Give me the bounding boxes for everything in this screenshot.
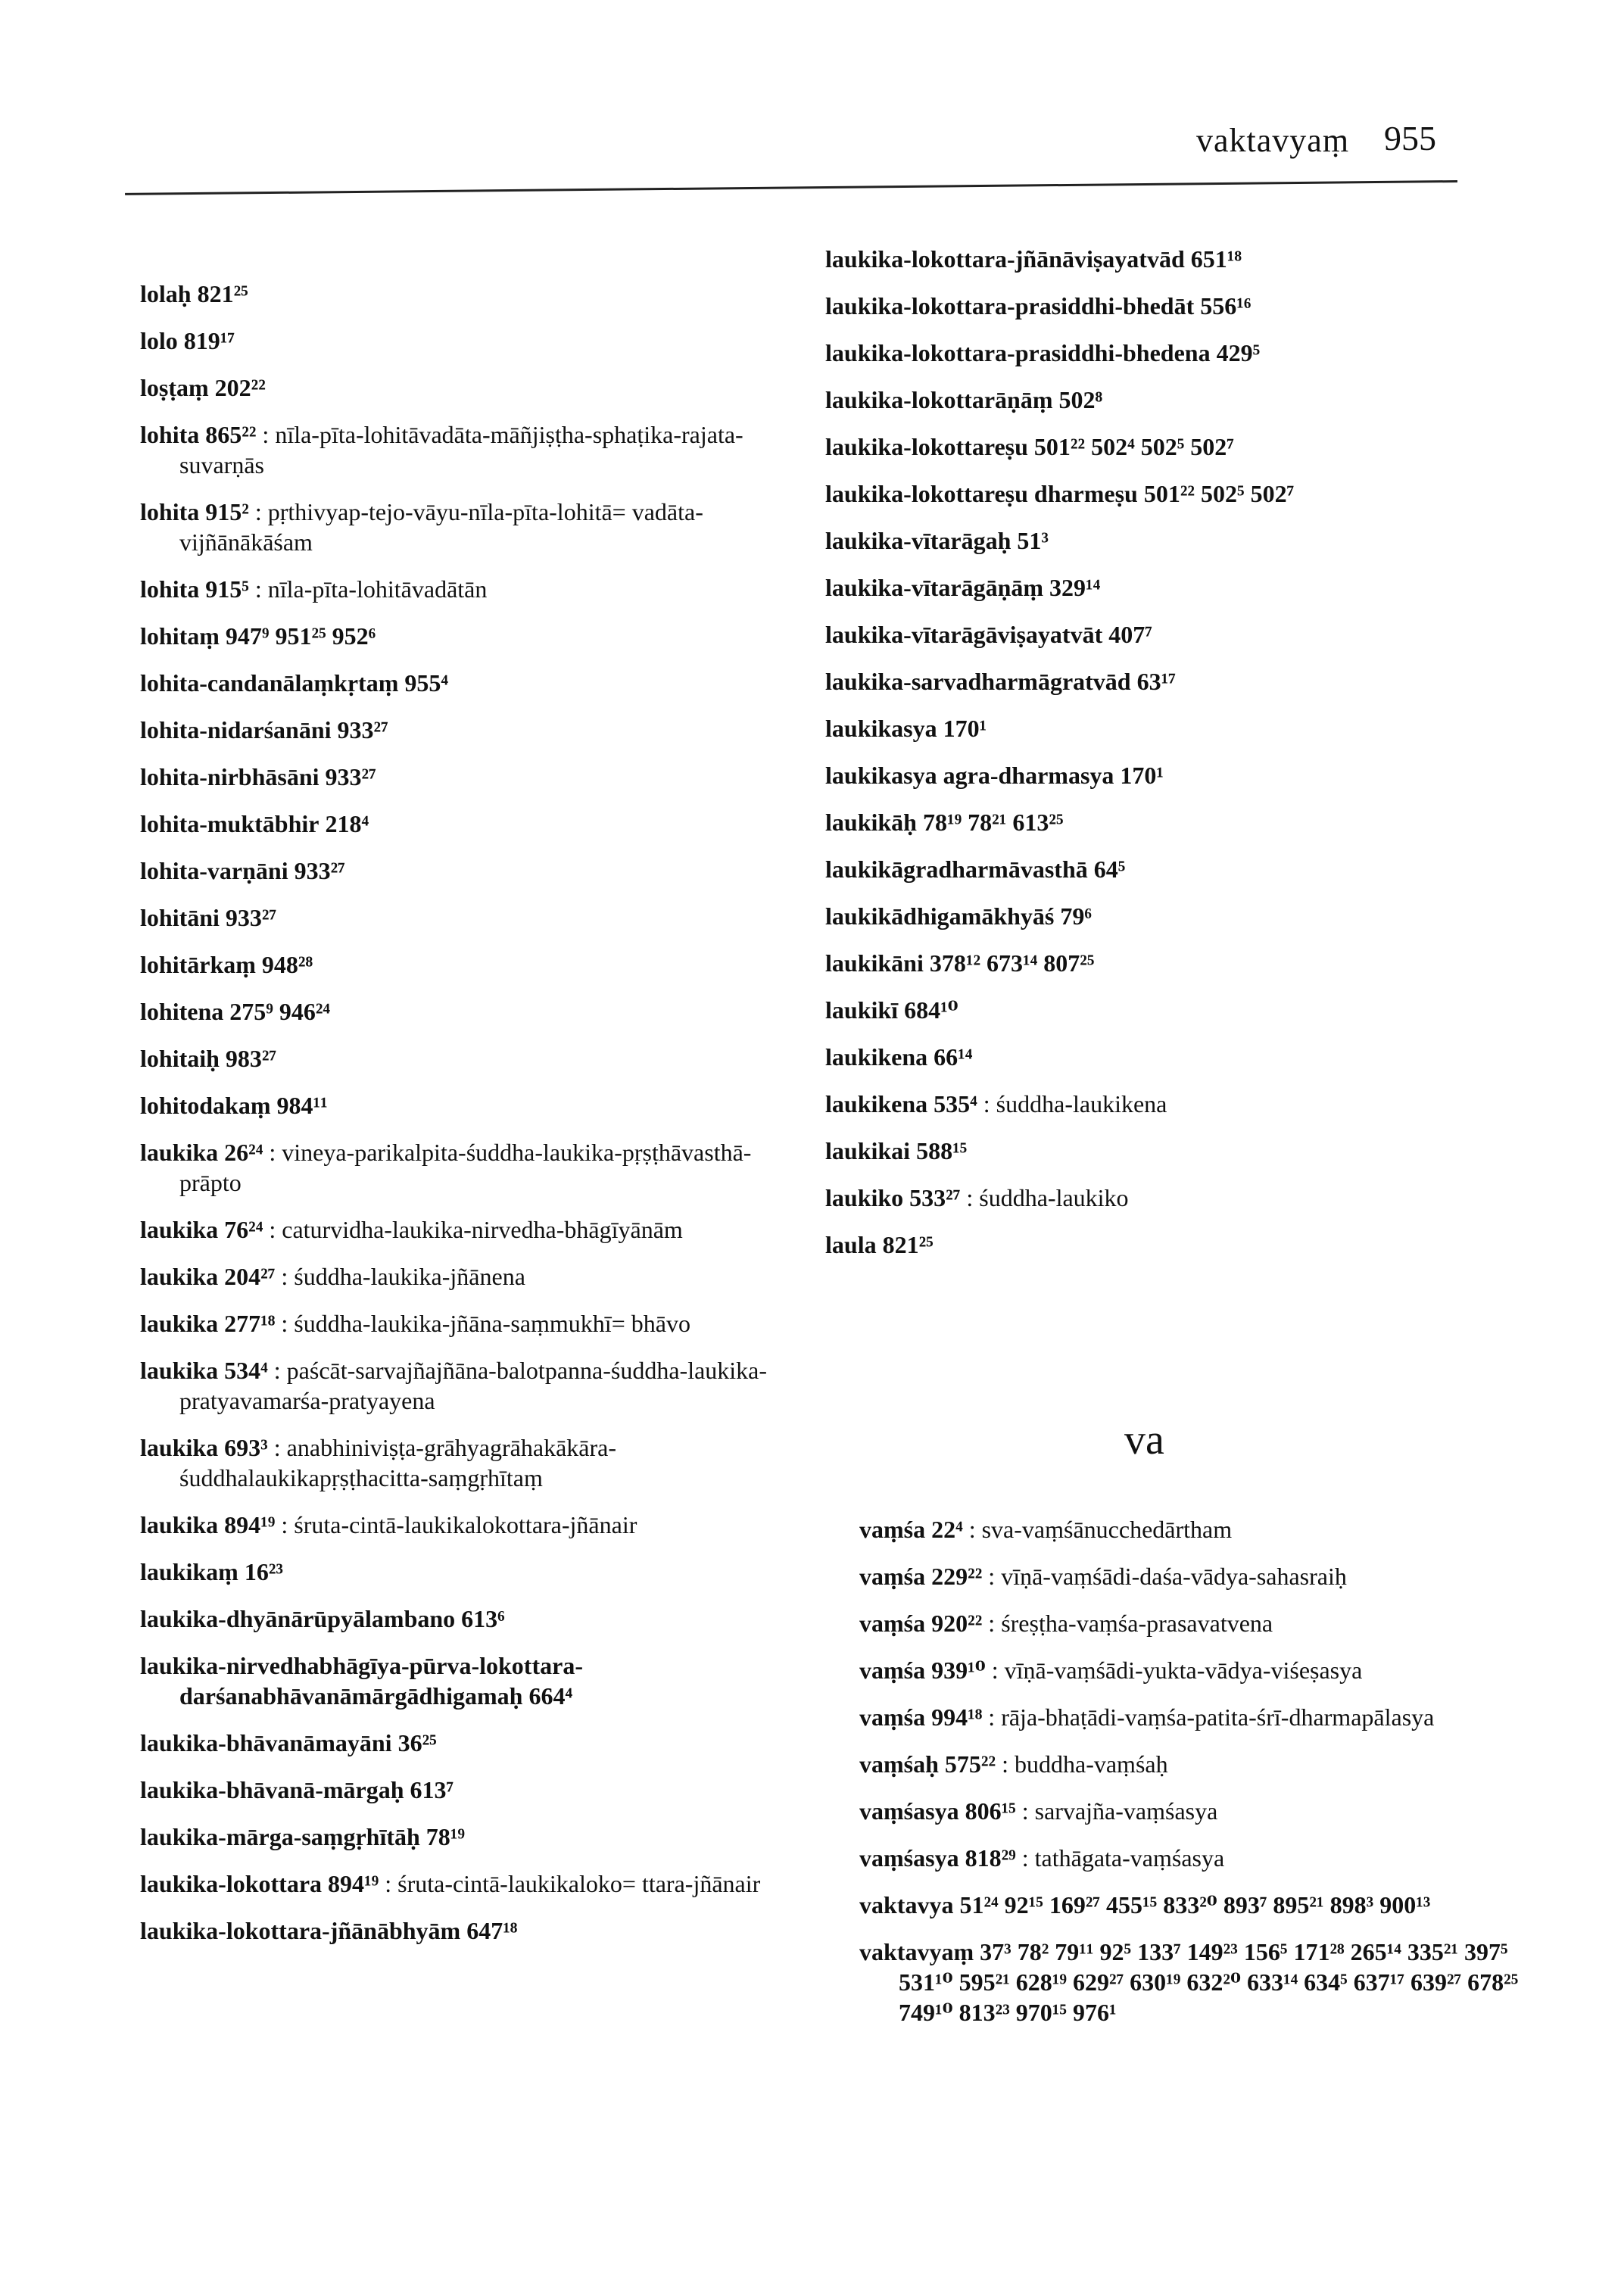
index-entry <box>859 1937 1526 2028</box>
entry-references: 613⁷ <box>410 1776 454 1803</box>
index-entry <box>825 666 1492 697</box>
entry-headword: lohita <box>140 421 200 448</box>
entry-gloss: : anabhiniviṣṭa-grāhyagrāhakākāra-śuddhalaukikapṛṣṭhacitta-saṃgṛhītaṃ <box>179 1434 616 1491</box>
index-entry <box>859 1702 1526 1732</box>
entry-references: 984¹¹ <box>276 1092 328 1119</box>
entry-headword: lohita-varṇāni <box>140 857 288 884</box>
entry-headword: vaktavya <box>859 1891 954 1918</box>
entry-references: 651¹⁸ <box>1190 245 1242 273</box>
index-entry <box>825 291 1492 321</box>
entry-headword: vaṃśa <box>859 1610 926 1637</box>
entry-references: 915² <box>205 498 249 525</box>
entry-references: 693³ <box>224 1434 268 1461</box>
entry-gloss: : tathāgata-vaṃśasya <box>1021 1844 1225 1872</box>
entry-headword: laukika-lokottara-prasiddhi-bhedena <box>825 339 1211 366</box>
entry-headword: laukika <box>140 1511 219 1538</box>
entry-references: 22⁴ <box>931 1516 963 1543</box>
index-entry <box>140 996 806 1027</box>
page-header <box>0 0 1624 204</box>
entry-references: 26²⁴ <box>224 1139 263 1166</box>
entry-references: 933²⁷ <box>294 857 345 884</box>
entry-references: 63¹⁷ <box>1136 668 1176 695</box>
entry-references: 948²⁸ <box>261 951 313 978</box>
index-entry <box>825 1089 1492 1119</box>
index-entry <box>825 338 1492 368</box>
entry-headword: vaktavyaṃ <box>859 1938 974 1965</box>
index-entry <box>859 1796 1526 1826</box>
entry-references: 894¹⁹ <box>224 1511 276 1538</box>
entry-headword: laukika <box>140 1357 219 1384</box>
index-entry <box>859 1890 1526 1920</box>
index-entry <box>140 372 806 403</box>
page-number: 955 <box>1384 119 1436 157</box>
entry-headword: vaṃśasya <box>859 1844 959 1872</box>
entry-headword: laukika-lokottara-jñānāviṣayatvād <box>825 245 1185 273</box>
index-entry <box>140 1043 806 1074</box>
index-entry <box>825 619 1492 650</box>
entry-gloss: : śuddha-laukika-jñāna-saṃmukhī= bhāvo <box>281 1310 690 1337</box>
entry-headword: laukika <box>140 1263 219 1290</box>
entry-headword: laukika <box>140 1216 219 1243</box>
entry-references: 939¹⁰ <box>931 1657 986 1684</box>
entry-gloss: : śreṣṭha-vaṃśa-prasavatvena <box>988 1610 1273 1637</box>
entry-headword: lohita-nirbhāsāni <box>140 763 320 790</box>
entry-headword: laukikena <box>825 1043 928 1071</box>
entry-headword: laukikasya <box>825 715 937 742</box>
entry-headword: lohita-candanālaṃkṛtaṃ <box>140 669 399 697</box>
index-entry <box>140 809 806 839</box>
entry-headword: laukikī <box>825 996 899 1024</box>
entry-references: 277¹⁸ <box>224 1310 276 1337</box>
index-entry <box>140 902 806 933</box>
index-entry <box>140 1604 806 1634</box>
entry-gloss: : śruta-cintā-laukikaloko= ttara-jñānair <box>385 1870 761 1897</box>
index-entry <box>825 572 1492 603</box>
entry-headword: laukika <box>140 1434 219 1461</box>
entry-references: 329¹⁴ <box>1049 574 1101 601</box>
entry-headword: laukika-lokottara-jñānābhyām <box>140 1917 461 1944</box>
entry-references: 684¹⁰ <box>904 996 959 1024</box>
index-entry <box>825 244 1492 274</box>
entry-references: 429⁵ <box>1216 339 1261 366</box>
index-entry <box>140 762 806 792</box>
entry-headword: vaṃśa <box>859 1703 926 1731</box>
entry-gloss: : vīṇā-vaṃśādi-yukta-vādya-viśeṣasya <box>991 1657 1363 1684</box>
entry-references: 821²⁵ <box>197 280 248 307</box>
right-column <box>825 244 1492 1276</box>
index-entry <box>859 1514 1526 1544</box>
entry-headword: laukika-bhāvanāmayāni <box>140 1729 392 1756</box>
index-entry <box>140 1775 806 1805</box>
entry-references: 170¹ <box>943 715 987 742</box>
entry-gloss: : buddha-vaṃśaḥ <box>1002 1750 1168 1778</box>
entry-references: 933²⁷ <box>337 716 388 743</box>
entry-headword: vaṃśa <box>859 1516 926 1543</box>
entry-references: 202²² <box>214 374 266 401</box>
entry-headword: laukiko <box>825 1184 904 1211</box>
entry-references: 275⁹ 946²⁴ <box>229 998 331 1025</box>
entry-headword: laukika-mārga-saṃgṛhītāḥ <box>140 1823 420 1850</box>
entry-headword: laukika-vītarāgaḥ <box>825 527 1011 554</box>
entry-headword: lohitena <box>140 998 224 1025</box>
entry-references: 79⁶ <box>1060 902 1092 930</box>
index-entry <box>825 948 1492 978</box>
entry-headword: laukikāgradharmāvasthā <box>825 856 1088 883</box>
entry-references: 37³ 78² 79¹¹ 92⁵ 133⁷ 149²³ 156⁵ 171²⁸ 265¹⁴ 335²¹ 397⁵ 531¹⁰ 595²¹ 628¹⁹ 629²⁷ 630¹⁹ 632²⁰ 633¹⁴ 634⁵ 637¹⁷ 639²⁷ 678²⁵ 749¹⁰ 813²³ 970¹⁵ 976¹ <box>899 1938 1519 2026</box>
entry-gloss: : rāja-bhaṭādi-vaṃśa-patita-śrī-dharmapālasya <box>988 1703 1435 1731</box>
entry-references: 933²⁷ <box>225 904 277 931</box>
left-column <box>140 279 806 1962</box>
index-entry <box>825 1183 1492 1213</box>
index-entry <box>859 1655 1526 1685</box>
entry-headword: laukikaṃ <box>140 1558 238 1585</box>
entry-references: 170¹ <box>1120 762 1164 789</box>
index-entry <box>140 1432 806 1493</box>
header-rule <box>125 180 1457 195</box>
entry-references: 818²⁹ <box>965 1844 1016 1872</box>
entry-references: 894¹⁹ <box>328 1870 379 1897</box>
index-entry <box>859 1561 1526 1591</box>
entry-references: 806¹⁵ <box>965 1797 1016 1825</box>
index-entry <box>859 1608 1526 1638</box>
entry-headword: vaṃśasya <box>859 1797 959 1825</box>
index-entry <box>140 1214 806 1245</box>
entry-headword: laukika-nirvedhabhāgīya-pūrva-lokottara-darśanabhāvanāmārgādhigamaḥ <box>140 1652 583 1710</box>
index-entry <box>825 1042 1492 1072</box>
index-entry <box>140 856 806 886</box>
entry-references: 947⁹ 951²⁵ 952⁶ <box>225 622 376 650</box>
entry-headword: lohitodakaṃ <box>140 1092 271 1119</box>
entry-gloss: : sva-vaṃśānucchedārtham <box>968 1516 1233 1543</box>
index-entry <box>140 1510 806 1540</box>
entry-references: 664⁴ <box>528 1682 573 1710</box>
entry-gloss: : śruta-cintā-laukikalokottara-jñānair <box>281 1511 637 1538</box>
entry-references: 16²³ <box>244 1558 284 1585</box>
entry-gloss: : sarvajña-vaṃśasya <box>1021 1797 1218 1825</box>
index-entry <box>825 478 1492 509</box>
entry-references: 76²⁴ <box>224 1216 263 1243</box>
entry-gloss: : śuddha-laukika-jñānena <box>281 1263 525 1290</box>
index-entry <box>140 497 806 557</box>
index-entry <box>140 1308 806 1339</box>
entry-references: 78¹⁹ 78²¹ 613²⁵ <box>922 809 1064 836</box>
entry-headword: lohita <box>140 498 200 525</box>
entry-headword: laukika-sarvadharmāgratvād <box>825 668 1131 695</box>
index-entry <box>825 901 1492 931</box>
index-entry <box>825 995 1492 1025</box>
index-entry <box>140 1728 806 1758</box>
entry-references: 36²⁵ <box>397 1729 437 1756</box>
index-entry <box>140 1261 806 1292</box>
running-head: vaktavyaṃ <box>1196 122 1350 159</box>
entry-gloss: : caturvidha-laukika-nirvedha-bhāgīyānām <box>269 1216 683 1243</box>
entry-headword: loṣṭaṃ <box>140 374 209 401</box>
index-entry <box>140 279 806 309</box>
entry-references: 501²² 502⁵ 502⁷ <box>1143 480 1295 507</box>
index-entry <box>140 1915 806 1946</box>
entry-headword: laukikāni <box>825 949 924 977</box>
index-entry <box>825 807 1492 837</box>
entry-references: 501²² 502⁴ 502⁵ 502⁷ <box>1033 433 1234 460</box>
entry-references: 533²⁷ <box>909 1184 961 1211</box>
entry-headword: vaṃśa <box>859 1563 926 1590</box>
index-entry <box>140 1137 806 1198</box>
entry-references: 534⁴ <box>224 1357 268 1384</box>
index-entry <box>140 949 806 980</box>
entry-references: 613⁶ <box>461 1605 505 1632</box>
entry-headword: lolo <box>140 327 178 354</box>
index-entry <box>140 1557 806 1587</box>
index-entry <box>140 419 806 480</box>
entry-headword: lohita-nidarśanāni <box>140 716 332 743</box>
right-column-va <box>859 1514 1526 2044</box>
entry-references: 64⁵ <box>1093 856 1126 883</box>
entry-headword: laukika-lokottareṣu <box>825 433 1028 460</box>
entry-gloss: : śuddha-laukikena <box>983 1090 1167 1117</box>
entry-references: 407⁷ <box>1108 621 1152 648</box>
index-entry <box>140 668 806 698</box>
entry-headword: laukikādhigamākhyāś <box>825 902 1055 930</box>
index-entry <box>859 1843 1526 1873</box>
entry-headword: lolaḥ <box>140 280 192 307</box>
entry-references: 821²⁵ <box>882 1231 934 1258</box>
entry-headword: laukika-lokottara-prasiddhi-bhedāt <box>825 292 1195 319</box>
entry-references: 865²² <box>205 421 257 448</box>
entry-references: 920²² <box>931 1610 983 1637</box>
entry-headword: laukika-lokottareṣu dharmeṣu <box>825 480 1138 507</box>
index-entry <box>140 1355 806 1416</box>
entry-gloss: : nīla-pīta-lohitāvadātān <box>254 575 488 603</box>
index-entry <box>825 854 1492 884</box>
entry-headword: laukika-lokottarāṇāṃ <box>825 386 1053 413</box>
entry-references: 51²⁴ 92¹⁵ 169²⁷ 455¹⁵ 833²⁰ 893⁷ 895²¹ 898³ 900¹³ <box>959 1891 1431 1918</box>
entry-headword: vaṃśaḥ <box>859 1750 939 1778</box>
entry-references: 983²⁷ <box>225 1045 277 1072</box>
index-entry <box>140 1869 806 1899</box>
entry-references: 51³ <box>1017 527 1049 554</box>
index-entry <box>825 385 1492 415</box>
entry-headword: lohitaiḥ <box>140 1045 220 1072</box>
entry-references: 204²⁷ <box>224 1263 276 1290</box>
entry-headword: lohitāni <box>140 904 220 931</box>
index-entry <box>825 1230 1492 1260</box>
entry-headword: laukika <box>140 1310 219 1337</box>
entry-gloss: : nīla-pīta-lohitāvadāta-māñjiṣṭha-sphaṭika-rajata-suvarṇās <box>179 421 743 478</box>
index-entry <box>140 574 806 604</box>
entry-references: 994¹⁸ <box>931 1703 983 1731</box>
index-entry <box>825 432 1492 462</box>
index-entry <box>859 1749 1526 1779</box>
entry-references: 588¹⁵ <box>916 1137 968 1164</box>
entry-headword: laukika-vītarāgāviṣayatvāt <box>825 621 1103 648</box>
entry-references: 575²² <box>944 1750 996 1778</box>
entry-references: 933²⁷ <box>325 763 376 790</box>
index-entry <box>140 326 806 356</box>
entry-headword: laukikāḥ <box>825 809 917 836</box>
section-letter: va <box>1124 1417 1164 1463</box>
index-entry <box>140 1650 806 1711</box>
entry-references: 378¹² 673¹⁴ 807²⁵ <box>929 949 1095 977</box>
entry-references: 955⁴ <box>404 669 448 697</box>
entry-gloss: : pṛthivyap-tejo-vāyu-nīla-pīta-lohitā= vadāta-vijñānākāśam <box>179 498 703 556</box>
entry-headword: laukika <box>140 1139 219 1166</box>
entry-headword: laukika-bhāvanā-mārgaḥ <box>140 1776 404 1803</box>
index-entry <box>825 525 1492 556</box>
entry-gloss: : vineya-parikalpita-śuddha-laukika-pṛṣṭhāvasthā-prāpto <box>179 1139 752 1196</box>
entry-headword: laula <box>825 1231 877 1258</box>
entry-references: 66¹⁴ <box>934 1043 973 1071</box>
entry-references: 502⁸ <box>1058 386 1103 413</box>
entry-headword: laukika-vītarāgāṇāṃ <box>825 574 1044 601</box>
entry-references: 915⁵ <box>205 575 249 603</box>
entry-headword: laukika-dhyānārūpyālambano <box>140 1605 456 1632</box>
index-entry <box>140 1822 806 1852</box>
entry-references: 819¹⁷ <box>183 327 235 354</box>
entry-headword: laukikai <box>825 1137 911 1164</box>
entry-references: 535⁴ <box>934 1090 977 1117</box>
entry-headword: lohita <box>140 575 200 603</box>
entry-headword: lohitaṃ <box>140 622 220 650</box>
index-entry <box>140 715 806 745</box>
entry-gloss: : śuddha-laukiko <box>966 1184 1129 1211</box>
entry-gloss: : paścāt-sarvajñajñāna-balotpanna-śuddha-laukika-pratyavamarśa-pratyayena <box>179 1357 768 1414</box>
entry-gloss: : vīṇā-vaṃśādi-daśa-vādya-sahasraiḥ <box>988 1563 1347 1590</box>
entry-headword: vaṃśa <box>859 1657 926 1684</box>
index-entry <box>140 1090 806 1121</box>
entry-references: 647¹⁸ <box>466 1917 518 1944</box>
entry-headword: lohita-muktābhir <box>140 810 320 837</box>
index-entry <box>825 760 1492 790</box>
entry-references: 556¹⁶ <box>1200 292 1252 319</box>
entry-headword: laukikasya agra-dharmasya <box>825 762 1114 789</box>
index-entry <box>825 1136 1492 1166</box>
entry-references: 78¹⁹ <box>425 1823 465 1850</box>
index-entry <box>825 713 1492 743</box>
entry-references: 218⁴ <box>325 810 369 837</box>
entry-headword: laukika-lokottara <box>140 1870 323 1897</box>
index-entry <box>140 621 806 651</box>
entry-headword: lohitārkaṃ <box>140 951 256 978</box>
entry-references: 229²² <box>931 1563 983 1590</box>
entry-headword: laukikena <box>825 1090 928 1117</box>
